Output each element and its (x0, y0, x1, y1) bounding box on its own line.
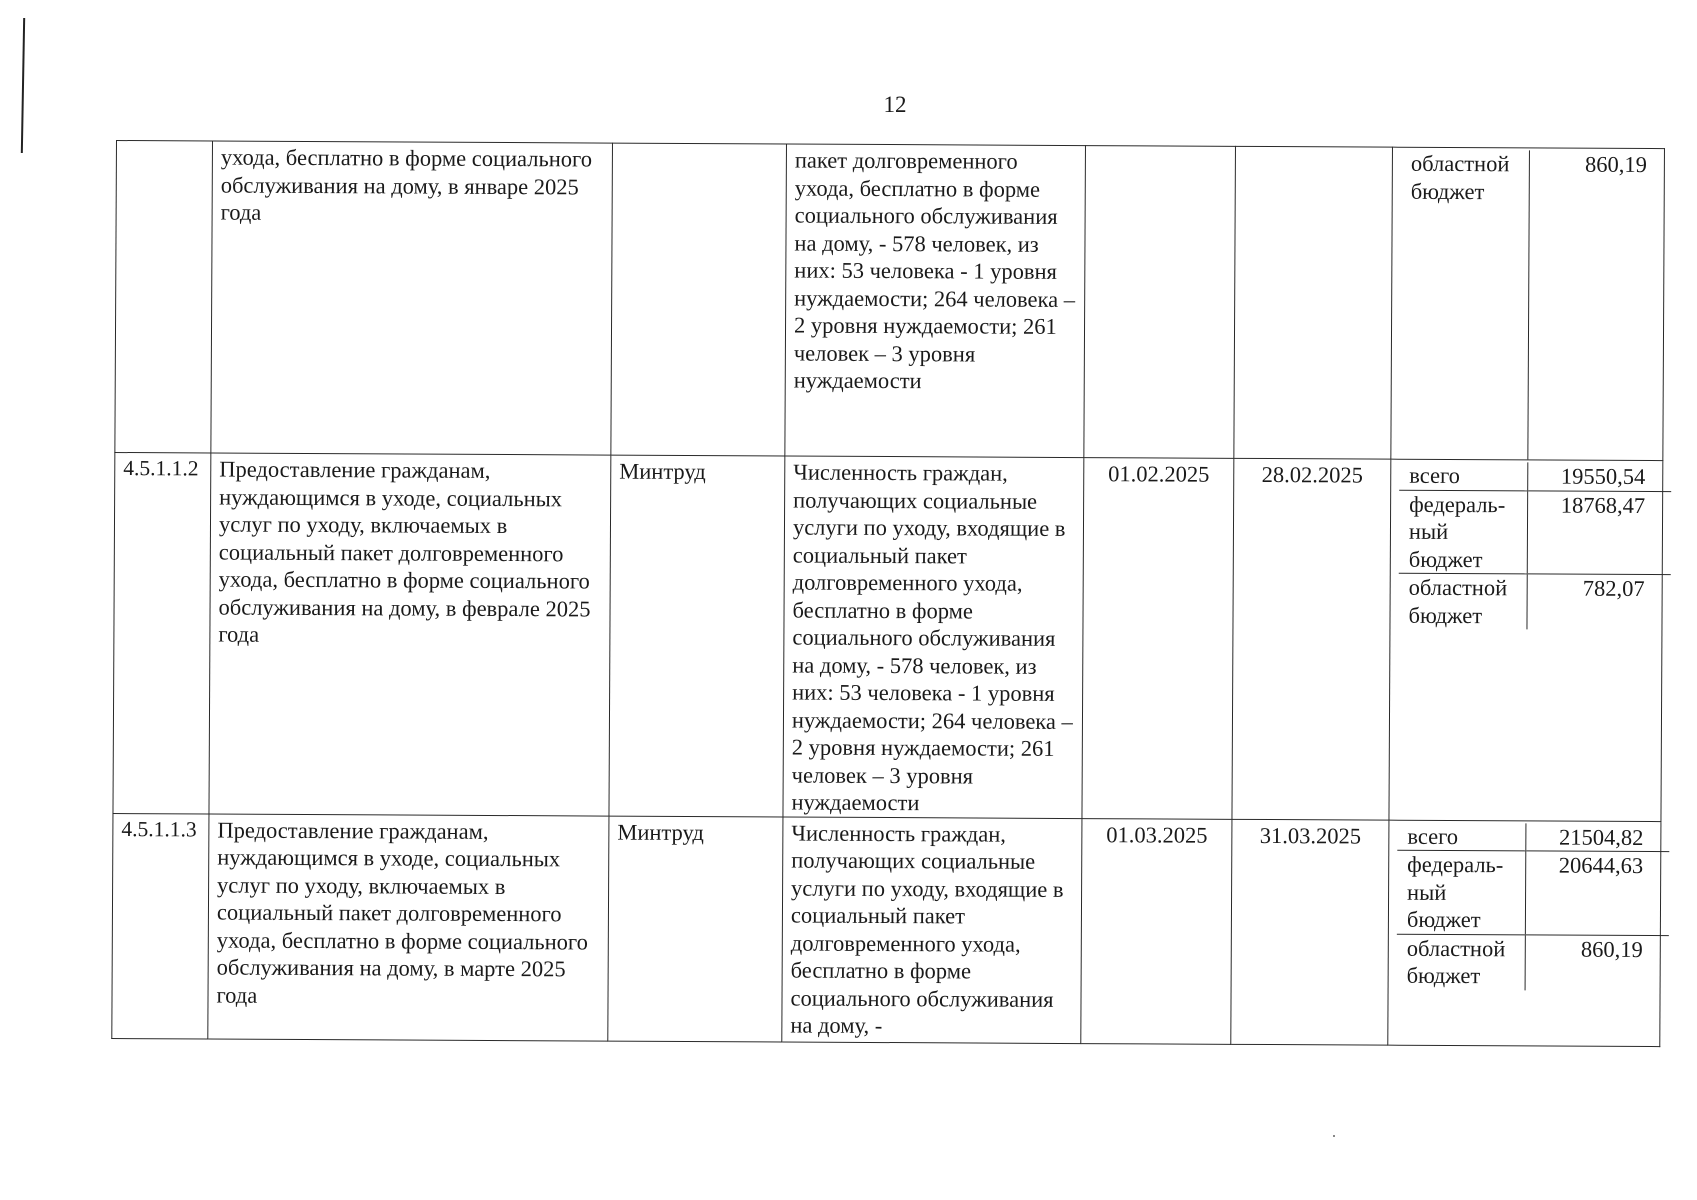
funding-amount: 21504,82 (1525, 823, 1669, 852)
funding-row (1399, 150, 1673, 460)
funding-source: всего (1397, 822, 1525, 851)
funding-amount: 782,07 (1526, 574, 1670, 630)
funding-cell (1388, 820, 1661, 1046)
funding-source: областной бюджет (1408, 574, 1508, 628)
end-date (1234, 146, 1393, 459)
responsible-executor (611, 143, 787, 456)
start-date: 01.02.2025 (1082, 458, 1234, 819)
end-date: 28.02.2025 (1232, 458, 1391, 819)
start-date (1084, 146, 1236, 459)
funding-row (1399, 490, 1671, 575)
funding-amount: 18768,47 (1527, 490, 1671, 574)
end-date: 31.03.2025 (1231, 819, 1389, 1045)
funding-row (1398, 573, 1670, 630)
table-row (115, 141, 1665, 461)
funding-cell (1389, 459, 1663, 821)
scan-speck (1333, 1135, 1335, 1137)
result-indicator: Численность граждан, получающих социальные услуги по уходу, входящие в социальный пакет долговременного ухода, бесплатно в форме социального обслуживания на дому, - (782, 817, 1082, 1044)
funding-table (1399, 150, 1673, 460)
activity-description: ухода, бесплатно в форме социального обслуживания на дому, в январе 2025 года (211, 141, 613, 455)
page-number: 12 (883, 92, 907, 117)
funding-table (1398, 462, 1671, 630)
table-row (113, 452, 1663, 821)
program-activities-table (111, 140, 1665, 1047)
funding-source: федераль- ный бюджет (1397, 850, 1525, 934)
funding-row (1397, 850, 1669, 935)
funding-row (1397, 822, 1669, 851)
funding-amount: 19550,54 (1527, 462, 1671, 491)
funding-source: всего (1399, 462, 1527, 491)
funding-source: областной бюджет (1406, 935, 1506, 989)
funding-amount: 860,19 (1525, 934, 1669, 990)
funding-source: областной бюджет (1410, 150, 1510, 204)
activity-description: Предоставление гражданам, нуждающимся в уходе, социальных услуг по уходу, включаемых в социальный пакет долговременного ухода, бесплатно в форме социального обслуживания на дому, в марте 2025 года (208, 813, 609, 1040)
funding-source: федераль- ный бюджет (1399, 490, 1527, 574)
result-indicator: пакет долговременного ухода, бесплатно в форме социального обслуживания на дому, - 578 человек, из них: 53 человека - 1 уровня нуждаемости; 264 человека – 2 уровня нуждаемости; 261 человек – 3 уровня нуждаемости (785, 144, 1086, 458)
result-indicator: Численность граждан, получающих социальные услуги по уходу, входящие в социальный пакет долговременного ухода, бесплатно в форме социального обслуживания на дому, - 578 человек, из них: 53 человека - 1 уровня нуждаемости; 264 человека – 2 уровня нуждаемости; 261 человек – 3 уровня нуждаемости (783, 456, 1084, 818)
funding-table (1397, 822, 1670, 990)
responsible-executor: Минтруд (609, 455, 785, 816)
funding-row (1399, 462, 1671, 491)
table-row (112, 813, 1661, 1046)
funding-amount: 20644,63 (1525, 851, 1669, 935)
margin-line (21, 18, 25, 153)
row-number (115, 141, 213, 453)
funding-amount: 860,19 (1527, 150, 1673, 460)
row-number: 4.5.1.1.3 (112, 813, 209, 1038)
funding-row (1397, 934, 1669, 991)
row-number: 4.5.1.1.2 (113, 452, 211, 813)
start-date: 01.03.2025 (1081, 818, 1232, 1044)
funding-cell (1391, 147, 1665, 460)
responsible-executor: Минтруд (608, 816, 783, 1042)
activity-description: Предоставление гражданам, нуждающимся в уходе, социальных услуг по уходу, включаемых в социальный пакет долговременного ухода, бесплатно в форме социального обслуживания на дому, в феврале 2025 года (209, 453, 611, 816)
